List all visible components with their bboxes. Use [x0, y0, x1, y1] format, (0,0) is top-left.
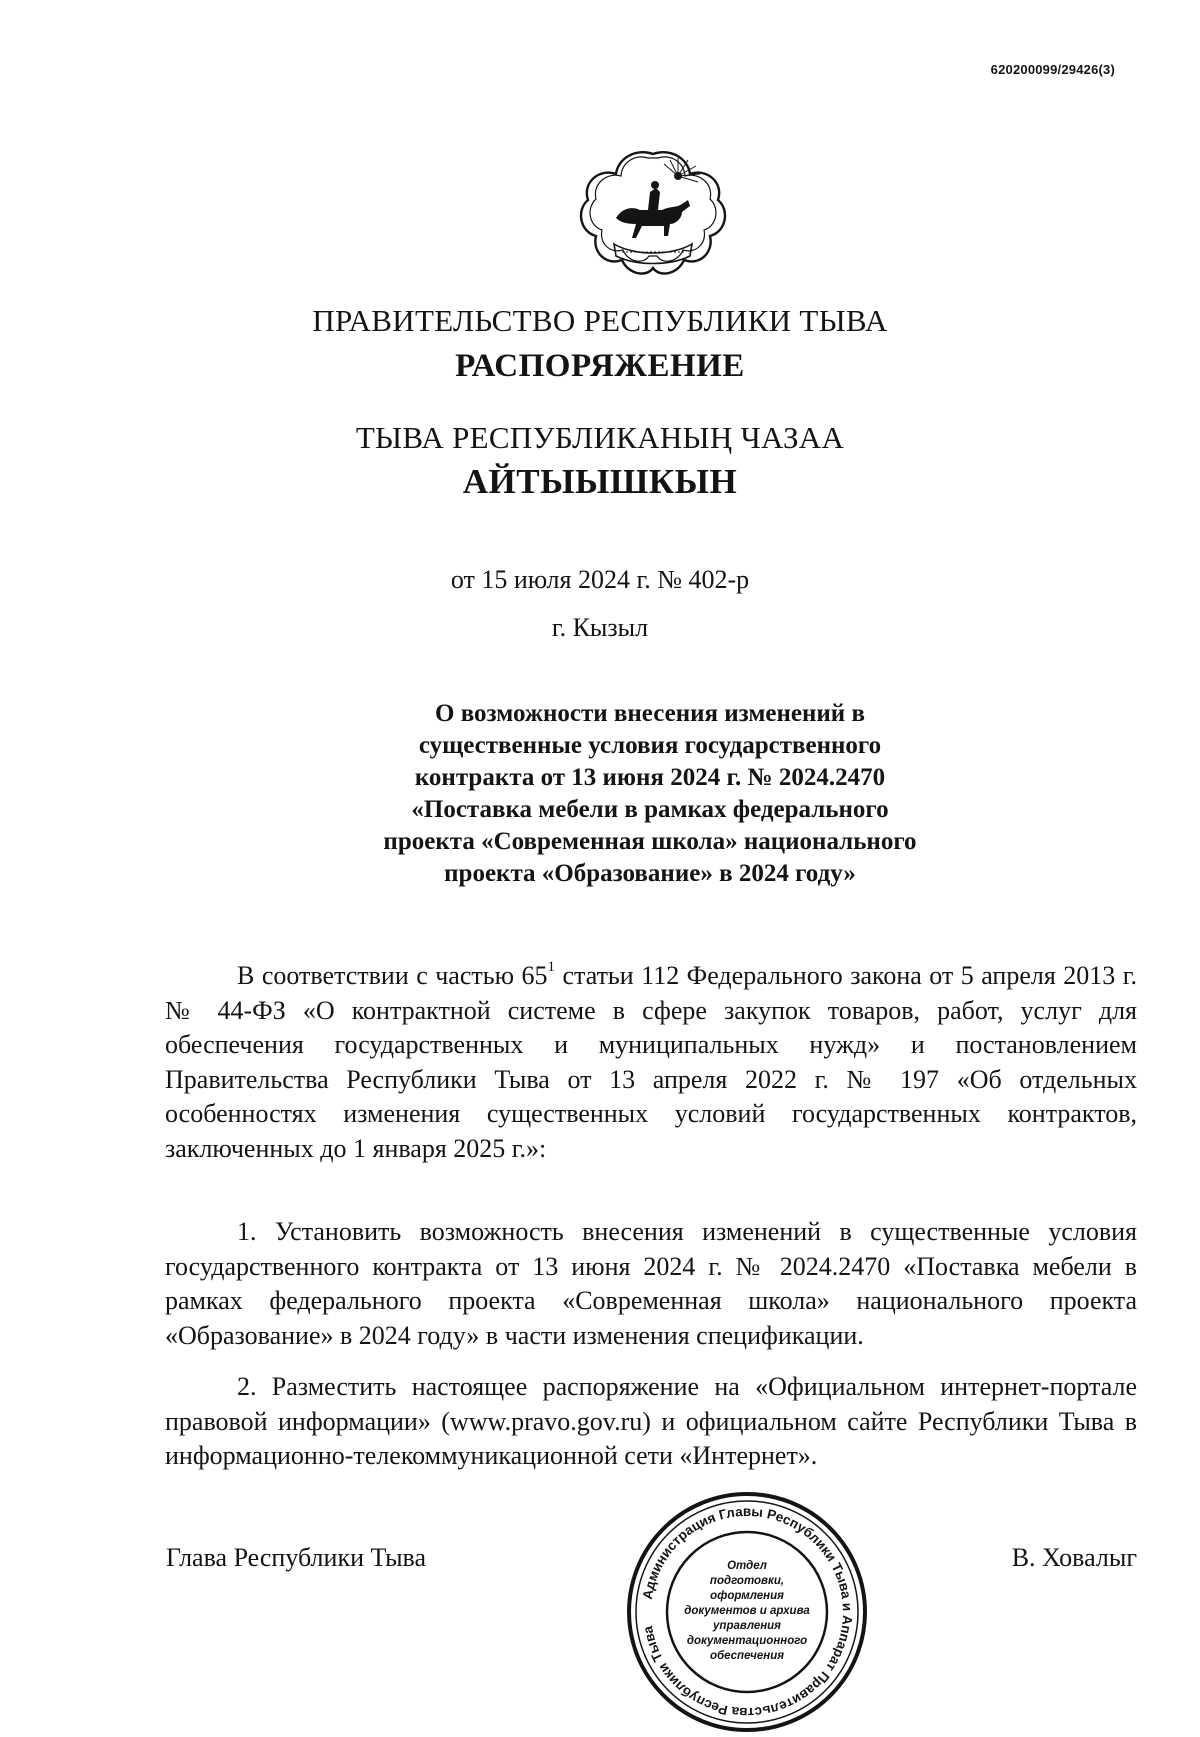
- stamp-center-line: Отдел: [727, 1560, 767, 1572]
- superscript: 1: [547, 959, 555, 976]
- item-1-text: 1. Установить возможность внесения изменений в существенные условия государственного контракта от 13 июня 2024 г. № 2024.2470 «Поставка мебели в рамках федерального проекта «Современная школа» национального проекта «Образование» в 2024 году» в части изменения спецификации.: [165, 1217, 1137, 1350]
- title-line: существенные условия государственного: [418, 732, 882, 759]
- title-line: О возможности внесения изменений в: [435, 700, 865, 727]
- city: г. Кызыл: [551, 613, 649, 642]
- registration-number: 620200099/29426(3): [990, 62, 1115, 77]
- stamp-center-line: оформления: [710, 1590, 784, 1602]
- preamble-paragraph: [165, 959, 1137, 1166]
- document-title: [330, 698, 970, 890]
- stamp-center-line: обеспечения: [709, 1650, 785, 1662]
- government-name-ru: ПРАВИТЕЛЬСТВО РЕСПУБЛИКИ ТЫВА: [312, 303, 888, 338]
- signatory-name: В. Ховалыг: [1011, 1543, 1137, 1572]
- stamp-center-line: документационного: [686, 1635, 808, 1647]
- stamp-center-line: управления: [713, 1620, 781, 1632]
- item-2-paragraph: [165, 1370, 1137, 1474]
- item-1-paragraph: [165, 1215, 1137, 1353]
- signatory-title: Глава Республики Тыва: [166, 1543, 427, 1572]
- document-type-ru: РАСПОРЯЖЕНИЕ: [455, 348, 745, 384]
- title-line: «Поставка мебели в рамках федерального: [411, 796, 889, 823]
- title-line: проекта «Современная школа» национального: [383, 828, 917, 855]
- tuva-coat-of-arms-icon: [578, 148, 728, 280]
- stamp-center-line: подготовки,: [709, 1575, 785, 1587]
- title-line: контракта от 13 июня 2024 г. № 2024.2470: [414, 764, 886, 791]
- stamp-ring-text: Администрация Главы Республики Тыва и Аппарат Правительства Республики Тыва: [639, 1503, 856, 1721]
- preamble-text-end: статьи 112 Федерального закона от 5 апреля 2013 г. № 44-ФЗ «О контрактной системе в сфере закупок товаров, работ, услуг для обеспечения государственных и муниципальных нужд» и постановлением Правительства Республики Тыва от 13 апреля 2022 г. № 197 «Об отдельных особенностях изменения существенных условий государственных контрактов, заключенных до 1 января 2025 г.»:: [165, 961, 1137, 1163]
- date-and-number: от 15 июля 2024 г. № 402-р: [450, 565, 750, 594]
- document-type-tyv: АЙТЫЫШКЫН: [462, 462, 738, 501]
- stamp-center-line: документов и архива: [684, 1605, 810, 1617]
- official-stamp: [622, 1487, 872, 1737]
- government-name-tyv: ТЫВА РЕСПУБЛИКАНЫҢ ЧАЗАА: [355, 420, 845, 455]
- item-2-text: 2. Разместить настоящее распоряжение на «Официальном интернет-портале правовой информации» (www.pravo.gov.ru) и официальном сайте Республики Тыва в информационно-телекоммуникационной сети «Интернет».: [165, 1372, 1137, 1470]
- title-line: проекта «Образование» в 2024 году»: [444, 860, 856, 887]
- preamble-text-start: В соответствии с частью 65: [237, 961, 548, 990]
